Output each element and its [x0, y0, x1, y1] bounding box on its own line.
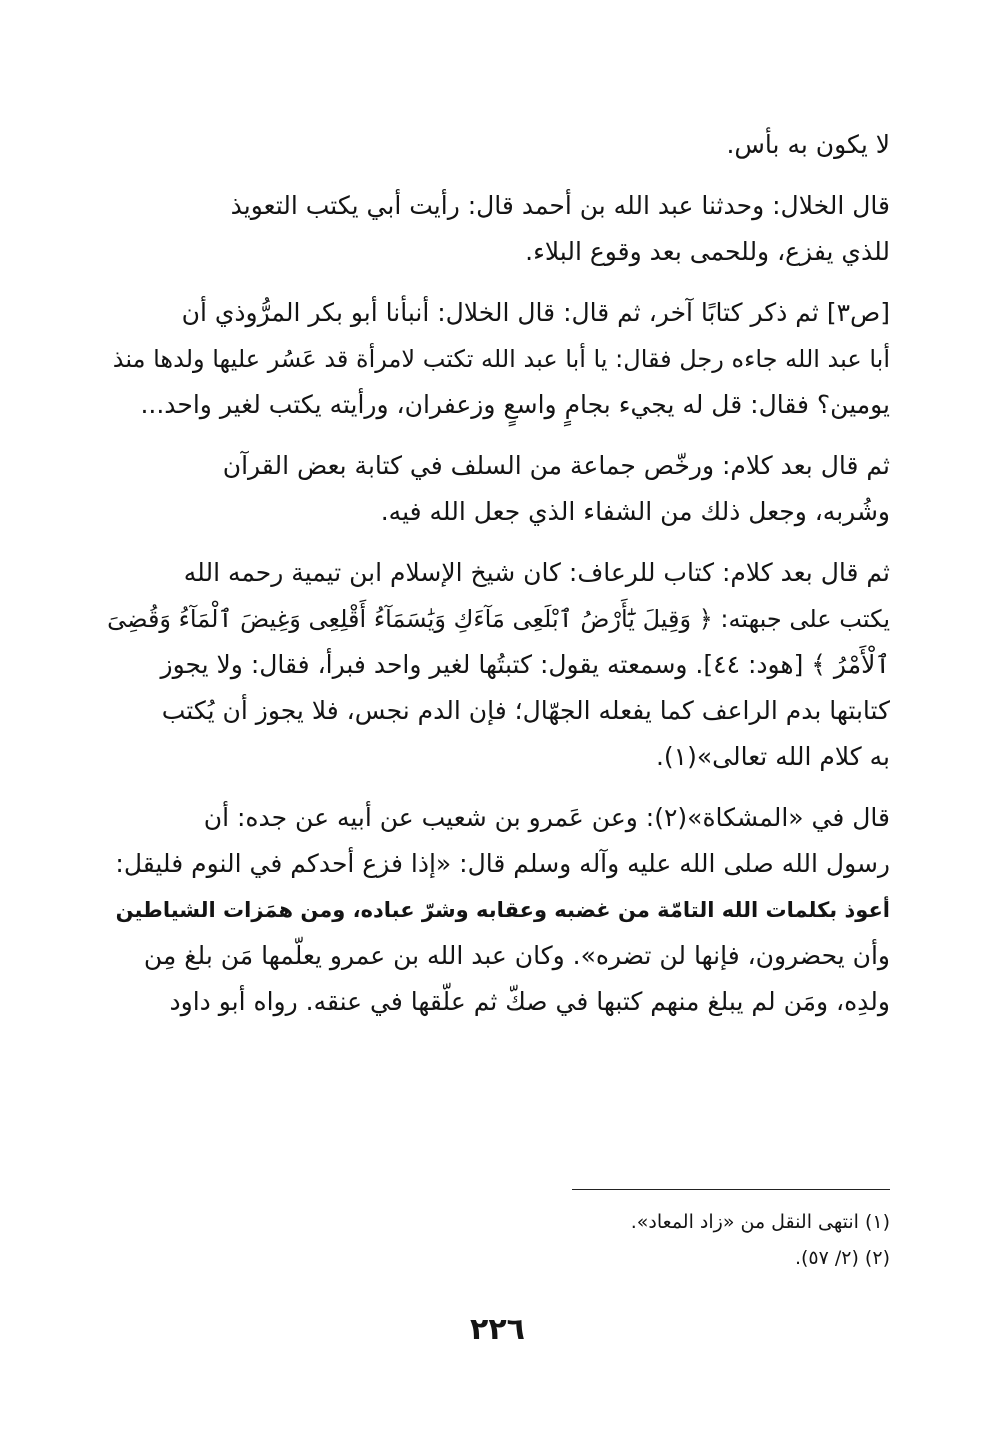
text-line: ثم قال بعد كلام: كتاب للرعاف: كان شيخ الإسلام ابن تيمية رحمه الله [183, 558, 890, 587]
text-line: ٱلْأَمْرُ ﴾ [هود: ٤٤]. وسمعته يقول: كتبتُها لغير واحد فبرأ، فقال: ولا يجوز [160, 650, 890, 679]
text-line: به كلام الله تعالى»(١). [655, 742, 890, 771]
text-line: لا يكون به بأس. [726, 130, 890, 159]
text-line: وشُربه، وجعل ذلك من الشفاء الذي جعل الله فيه. [380, 497, 890, 526]
text-line: قال الخلال: وحدثنا عبد الله بن أحمد قال: رأيت أبي يكتب التعويذ [230, 191, 890, 220]
text-line: رسول الله صلى الله عليه وآله وسلم قال: «إذا فزع أحدكم في النوم فليقل: [115, 849, 890, 878]
footnotes [420, 1204, 890, 1276]
text-line: للذي يفزع، وللحمى بعد وقوع البلاء. [525, 237, 890, 266]
text-line: كتابتها بدم الراعف كما يفعله الجهّال؛ فإن الدم نجس، فلا يجوز أن يُكتب [161, 696, 890, 725]
footnote-divider [572, 1189, 890, 1190]
text-line: يومين؟ فقال: قل له يجيء بجامٍ واسعٍ وزعفران، ورأيته يكتب لغير واحد... [140, 390, 890, 419]
footnote-2: (٢) (٢/ ٥٧). [794, 1247, 890, 1269]
main-text [100, 122, 890, 1025]
footnote-1: (١) انتهى النقل من «زاد المعاد». [630, 1211, 890, 1233]
paragraph-2 [100, 183, 890, 275]
hadith-text-line: أعوذ بكلمات الله التامّة من غضبه وعقابه وشرّ عباده، ومن همَزات الشياطين [115, 898, 890, 922]
paragraph-5 [100, 550, 890, 780]
quran-verse-line: يكتب على جبهته: ﴿ وَقِيلَ يَٰٓأَرْضُ ٱبْلَعِى مَآءَكِ وَيَٰسَمَآءُ أَقْلِعِى وَغِيضَ ٱلْمَآءُ وَقُضِىَ [107, 605, 890, 633]
paragraph-3 [100, 290, 890, 428]
paragraph-1 [100, 122, 890, 168]
page-number: ٢٢٦ [470, 1312, 525, 1347]
text-line: [ص٣] ثم ذكر كتابًا آخر، ثم قال: قال الخلال: أنبأنا أبو بكر المرُّوذي أن [181, 298, 890, 327]
text-line: أبا عبد الله جاءه رجل فقال: يا أبا عبد الله تكتب لامرأة قد عَسُر عليها ولدها منذ [112, 345, 890, 373]
text-line: ولدِه، ومَن لم يبلغ منهم كتبها في صكّ ثم علّقها في عنقه. رواه أبو داود [169, 987, 890, 1016]
text-line: وأن يحضرون، فإنها لن تضره». وكان عبد الله بن عمرو يعلّمها مَن بلغ مِن [143, 941, 890, 970]
text-line: قال في «المشكاة»(٢): وعن عَمرو بن شعيب عن أبيه عن جده: أن [203, 803, 890, 832]
text-line: ثم قال بعد كلام: ورخّص جماعة من السلف في كتابة بعض القرآن [222, 451, 890, 480]
paragraph-4 [100, 443, 890, 535]
paragraph-6 [100, 795, 890, 1025]
